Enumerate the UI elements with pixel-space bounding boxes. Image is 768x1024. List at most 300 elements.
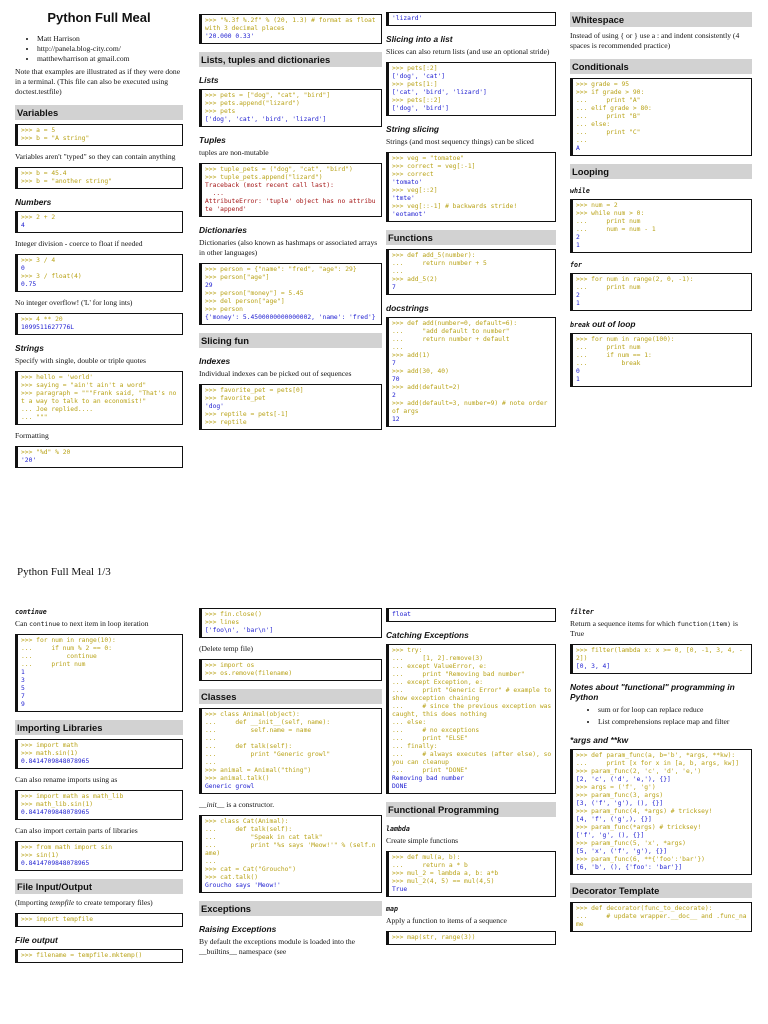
file-io-text-pre: (Importing [15,898,50,907]
code-line: >>> del person["age"] [205,298,285,305]
code-line: 0.8414709848078965 [21,809,90,816]
code-line: >>> cat = Cat("Groucho") [205,866,296,873]
code-block [570,333,752,387]
section-classes: Classes [199,689,382,704]
code-line: ... continue [21,653,97,660]
code-block [15,313,183,335]
continue-text [15,619,183,629]
raising-text: By default the exceptions module is loaded into the __builtins__ namespace (see [199,937,356,956]
code-line: [5, 'x', ('f', 'g'), {}] [576,848,667,855]
code-line: >>> animal = Animal("thing") [205,767,312,774]
filter-function-item: function(item) [677,620,731,628]
numbers-text: No integer overflow! ('L' for long ints) [15,298,133,307]
code-line: >>> add_5(2) [392,276,438,283]
code-line: 12 [392,416,400,423]
code-line: ... print num [576,218,641,225]
code-line: 70 [392,376,400,383]
code-line: 'lizard' [392,15,423,22]
code-line: ... print "ELSE" [392,735,468,742]
code-block [199,89,382,127]
code-line: 2 [576,292,580,299]
code-line: ... [205,735,217,742]
importing-text: Can also rename imports using as [15,775,118,784]
break-keyword: break [570,321,590,329]
code-line: >>> favorite_pet [205,395,266,402]
code-line: 9 [21,701,25,708]
section-while: while [570,187,590,195]
code-line: ... return number + default [392,336,510,343]
code-line: >>> os.remove(filename) [205,670,293,677]
section-file-output: File output [15,935,58,945]
code-line: '20.000 0.33' [205,33,255,40]
code-line: Groucho says 'Meow!' [205,882,281,889]
code-block [570,78,752,156]
init-text [199,800,382,810]
author-list [37,34,183,64]
section-catching-exceptions: Catching Exceptions [386,630,469,640]
code-line: >>> while num > 0: [576,210,645,217]
init-description: is a constructor. [224,800,275,809]
code-line: [6, 'b', (), {'foo': 'bar'}] [576,864,683,871]
code-line: >>> sin(1) [21,852,59,859]
code-line: 5 [21,685,25,692]
section-numbers: Numbers [15,197,52,207]
file-io-text [15,898,183,908]
code-line: ... """ [21,414,48,421]
code-line: ... print num [576,344,641,351]
code-block [15,949,183,963]
code-line: >>> pets.append("lizard") [205,100,300,107]
code-line: ... self.name = name [205,727,312,734]
code-line: >>> "%d" % 20 [21,449,71,456]
code-line: >>> grade = 95 [576,81,630,88]
code-line: ['dog', 'cat', 'bird', 'lizard'] [205,116,327,123]
code-line: ... elif grade > 80: [576,105,652,112]
page2-column-4 [570,598,752,938]
code-block [386,931,556,945]
code-line: 1 [576,242,580,249]
code-line: >>> math.sin(1) [21,750,78,757]
code-line: 1 [576,300,580,307]
section-decorator-template: Decorator Template [570,883,752,898]
continue-text-pre: Can [15,619,30,628]
code-line: >>> pets[1:] [392,81,438,88]
code-line: >>> 2 + 2 [21,214,56,221]
code-line: 1099511627776L [21,324,75,331]
code-line: >>> def decorator(func_to_decorate): [576,905,713,912]
code-line: '20' [21,457,37,464]
code-line: >>> cat.talk() [205,874,259,881]
code-block [15,211,183,233]
code-line: >>> add(30, 40) [392,368,449,375]
strings-text: Specify with single, double or triple quotes [15,356,146,365]
code-line: >>> add(default=2) [392,384,461,391]
code-line: 1 [21,669,25,676]
code-line: >>> b = 45.4 [21,170,67,177]
code-line: Traceback (most recent call last): [205,182,334,189]
code-line: ... Joe replied.... [21,406,94,413]
variables-text: Variables aren't "typed" so they can contain anything [15,152,176,161]
code-line: ['dog', 'bird'] [392,105,449,112]
code-line: A [576,145,580,152]
code-line: >>> from math import sin [21,844,112,851]
code-line: 0.75 [21,281,37,288]
code-line: True [392,886,408,893]
code-line: >>> filename = tempfile.mktemp() [21,952,143,959]
code-line: Removing bad number [392,775,465,782]
code-block [199,384,382,430]
code-line: >>> try: [392,647,423,654]
code-line: >>> reptile = pets[-1] [205,411,289,418]
string-slicing-text: Strings (and most sequency things) can be sliced [386,137,534,146]
code-line: >>> "%.3f %.2f" % (20, 1.3) # format as float with 3 decimal places [205,17,380,32]
code-line: >>> 3 / float(4) [21,273,82,280]
code-line: ... print "Removing bad number" [392,671,525,678]
code-block [15,167,183,189]
code-line: >>> for num in range(10): [21,637,116,644]
code-line: >>> import os [205,662,255,669]
section-importing-libraries: Importing Libraries [15,720,183,735]
code-line: >>> tuple_pets.append("lizard") [205,174,323,181]
code-line: >>> lines [205,619,240,626]
slicing-list-text: Slices can also return lists (and use an optional stride) [386,47,550,56]
code-line: 2 [576,234,580,241]
code-line: ... print "DONE" [392,767,468,774]
section-variables: Variables [15,105,183,120]
page1-column-3 [386,0,556,433]
code-block [199,263,382,325]
tuples-text: tuples are non-mutable [199,148,269,157]
section-indexes: Indexes [199,356,231,366]
code-line: >>> for num in range(2, 0, -1): [576,276,694,283]
code-line: >>> param_func(4, *args) # tricksey! [576,808,713,815]
code-line: >>> def mul(a, b): [392,854,461,861]
section-looping: Looping [570,164,752,179]
code-block [199,815,382,893]
strings-text: Formatting [15,431,49,440]
code-line: >>> person["age"] [205,274,270,281]
code-line: >>> reptile [205,419,247,426]
code-line: ... print "B" [576,113,641,120]
section-docstrings: docstrings [386,303,429,313]
code-line: >>> pets = ["dog", "cat", "bird"] [205,92,331,99]
code-line: ... else: [392,719,427,726]
section-continue: continue [15,608,47,616]
code-line: ... print "Generic Error" # example to show exception chaining [392,687,556,702]
code-line: ... print [x for x in [a, b, args, kw]] [576,760,740,767]
section-whitespace: Whitespace [570,12,752,27]
page1-column-4 [570,0,752,393]
code-line: ... [205,759,217,766]
code-line: >>> pets[::2] [392,97,442,104]
continue-text-post: to next item in loop iteration [59,619,149,628]
file-io-text-post: to create temporary files) [74,898,153,907]
section-conditionals: Conditionals [570,59,752,74]
code-line: ... [1, 2].remove(3) [392,655,483,662]
code-line: 29 [205,282,213,289]
section-map: map [386,905,398,913]
code-line: >>> person [205,306,243,313]
code-block [15,124,183,146]
code-block [199,608,382,638]
dictionaries-text: Dictionaries (also known as hashmaps or associated arrays in other languages) [199,238,378,257]
init-name: __init__ [199,800,225,809]
code-block [570,273,752,311]
code-line: >>> paragraph = """Frank said, "That's not a way to talk to an economist!" [21,390,177,405]
code-line: >>> import math [21,742,78,749]
page2-column-1 [15,598,183,969]
code-line: 'eotamot' [392,211,427,218]
code-line: 7 [392,284,396,291]
code-block [386,12,556,26]
numbers-text: Integer division - coerce to float if needed [15,239,143,248]
code-block [570,902,752,932]
section-break-out-of-loop [570,319,752,329]
page-2 [0,598,768,1024]
code-line: ... except ValueError, e: [392,663,487,670]
filter-text [570,619,752,639]
code-block [386,152,556,222]
list-item: • List comprehensions replace map and filter [598,717,752,727]
continue-keyword: continue [29,620,60,628]
code-line: 2 [392,392,396,399]
code-block [15,446,183,468]
intro-text: Note that examples are illustrated as if they were done in a terminal. (This file can also be executed using doctest.testfile) [15,67,181,96]
code-line: >>> veg[::2] [392,187,438,194]
section-filter: filter [570,608,594,616]
code-line: ... # update wrapper.__doc__ and .func_name [576,913,747,928]
page2-column-2 [199,598,382,962]
section-lambda: lambda [386,825,410,833]
page1-column-1 [15,0,183,474]
document-title: Python Full Meal [47,10,151,25]
code-block [386,608,556,622]
filter-text-post: is True [570,619,738,638]
delete-temp-text: (Delete temp file) [199,644,253,653]
code-line: 'dog' [205,403,224,410]
code-line: >>> import math as math_lib [21,793,124,800]
code-block [199,708,382,794]
code-line: >>> class Cat(Animal): [205,818,289,825]
code-line: ... [205,190,224,197]
code-line: ... print num [21,661,86,668]
tempfile-name: tempfile [49,898,75,907]
code-line: {'money': 5.4500000000000002, 'name': 'fred'} [205,314,376,321]
code-line: ... "add default to number" [392,328,510,335]
code-line: >>> def param_func(a, b='b', *args, **kw): [576,752,736,759]
code-line: >>> 4 ** 20 [21,316,63,323]
indexes-text: Individual indexes can be picked out of sequences [199,369,352,378]
code-block [386,317,556,427]
code-line: >>> param_func(6, **{'foo':'bar'}) [576,856,705,863]
code-line: >>> def add_5(number): [392,252,476,259]
code-line: [3, ('f', 'g'), (), {}] [576,800,664,807]
code-block [386,62,556,116]
code-line: >>> tuple_pets = ("dog", "cat", "bird") [205,166,353,173]
author-name: • Matt Harrison [37,34,183,44]
whitespace-text: Instead of using { or } use a : and indent consistently (4 spaces is recommended practice) [570,31,740,50]
code-line: ... else: [576,121,611,128]
section-dictionaries: Dictionaries [199,225,247,235]
code-line: >>> add(1) [392,352,430,359]
code-line: DONE [392,783,408,790]
page1-column-2 [199,0,382,436]
code-line: 4 [21,222,25,229]
code-line: >>> person["money"] = 5.45 [205,290,304,297]
code-block [15,739,183,769]
code-line: >>> veg = "tomatoe" [392,155,465,162]
code-line: >>> import tempfile [21,916,94,923]
section-functional-programming: Functional Programming [386,802,556,817]
code-block [15,634,183,712]
code-line: >>> map(str, range(3)) [392,934,476,941]
code-line: >>> param_func(2, 'c', 'd', 'e,') [576,768,702,775]
page-footer: Python Full Meal 1/3 [17,566,111,578]
code-line: >>> param_func(3, args) [576,792,664,799]
code-line: ... # always executes (after else), so you can cleanup [392,751,556,766]
code-line: [0, 3, 4] [576,663,611,670]
code-line: ... [205,858,217,865]
section-lists-tuples-dicts: Lists, tuples and dictionaries [199,52,382,67]
code-line: >>> a = 5 [21,127,56,134]
code-line: ... print num [576,284,641,291]
code-line: >>> b = "another string" [21,178,112,185]
code-block [386,851,556,897]
code-line: 0 [576,368,580,375]
code-line: 3 [21,677,25,684]
code-block [15,913,183,927]
map-text: Apply a function to items of a sequence [386,916,507,925]
list-item: • sum or for loop can replace reduce [598,705,752,715]
importing-text: Can also import certain parts of libraries [15,826,138,835]
section-exceptions: Exceptions [199,901,382,916]
section-for: for [570,261,582,269]
code-line: 0.8414709848078965 [21,758,90,765]
code-block [386,249,556,295]
code-line: >>> args = ('f', 'g') [576,784,656,791]
code-block [15,371,183,425]
filter-text-pre: Return a sequence items for which [570,619,678,628]
code-block [570,749,752,875]
section-raising-exceptions: Raising Exceptions [199,924,277,934]
code-line: ... finally: [392,743,438,750]
code-line: ... if num % 2 == 0: [21,645,112,652]
functional-notes-list [598,705,752,727]
code-block [199,163,382,217]
code-line: >>> hello = 'world' [21,374,94,381]
section-tuples: Tuples [199,135,226,145]
code-line: ... return a * b [392,862,468,869]
code-line: ... except Exception, e: [392,679,483,686]
lambda-text: Create simple functions [386,836,459,845]
code-line: >>> 3 / 4 [21,257,56,264]
code-line: >>> filter(lambda x: x >= 0, [0, -1, 3, 4, -2]) [576,647,743,662]
code-line: >>> param_func(*args) # tricksey! [576,824,702,831]
code-line: >>> class Animal(object): [205,711,300,718]
code-line: ... print "%s says 'Meow!'" % (self.name) [205,842,376,857]
author-blog-link[interactable]: • http://panela.blog-city.com/ [37,44,183,54]
code-line: ... return number + 5 [392,260,487,267]
code-line: >>> for num in range(100): [576,336,675,343]
code-line: >>> person = {"name": "fred", "age": 29} [205,266,357,273]
code-line: ... print "A" [576,97,641,104]
section-string-slicing: String slicing [386,124,440,134]
code-line: >>> mul_2 = lambda a, b: a*b [392,870,499,877]
code-line: ... if num == 1: [576,352,652,359]
code-line: ['f', 'g', (), {}] [576,832,645,839]
code-line: >>> animal.talk() [205,775,270,782]
code-block [570,644,752,674]
section-functional-notes: Notes about "functional" programming in Python [570,682,735,702]
section-lists: Lists [199,75,219,85]
code-line: AttributeError: 'tuple' object has no attribute 'append' [205,198,376,213]
code-line: ['cat', 'bird', 'lizard'] [392,89,487,96]
code-line: >>> param_func(5, 'x', *args) [576,840,686,847]
code-line: ... def __init__(self, name): [205,719,331,726]
code-block [570,199,752,253]
code-line: ... num = num - 1 [576,226,656,233]
code-line: 'tmte' [392,195,415,202]
code-line: ... # no exceptions [392,727,480,734]
code-line: Generic growl [205,783,255,790]
code-line: ['foo\n', 'bar\n'] [205,627,274,634]
code-line: >>> favorite_pet = pets[0] [205,387,304,394]
code-line: >>> b = "A string" [21,135,90,142]
code-line: float [392,611,411,618]
break-heading-rest: out of loop [589,319,636,329]
section-slicing-fun: Slicing fun [199,333,382,348]
code-line: >>> correct [392,171,434,178]
code-block [386,644,556,794]
code-line: [4, 'f', ('g',), {}] [576,816,652,823]
code-block [15,790,183,820]
code-line: >>> correct = veg[:-1] [392,163,476,170]
code-line: >>> pets [205,108,236,115]
code-line: >>> if grade > 90: [576,89,645,96]
code-line: >>> math_lib.sin(1) [21,801,94,808]
author-email: • matthewharrison at gmail.com [37,54,183,64]
section-functions: Functions [386,230,556,245]
code-line: >>> saying = "ain't ain't a word" [21,382,147,389]
code-line: >>> mul_2(4, 5) == mul(4,5) [392,878,495,885]
code-line: ... "Speak in cat talk" [205,834,323,841]
code-line: >>> fin.close() [205,611,262,618]
code-line: 7 [392,360,396,367]
code-block [15,254,183,292]
code-line: ... print "Generic growl" [205,751,331,758]
code-line: ... # since the previous exception was caught, this does nothing [392,703,556,718]
code-line: ... [576,137,588,144]
code-line: >>> veg[::-1] # backwards stride! [392,203,518,210]
code-line: >>> add(default=3, number=9) # note order of args [392,400,552,415]
code-block [15,841,183,871]
code-line: ... break [576,360,641,367]
code-line: 7 [21,693,25,700]
page2-column-3 [386,598,556,951]
code-line: ... def talk(self): [205,743,293,750]
code-block [199,14,382,44]
section-file-io: File Input/Output [15,879,183,894]
code-line: ... [392,344,404,351]
code-line: >>> pets[:2] [392,65,438,72]
code-line: ... [392,268,404,275]
code-line: ['dog', 'cat'] [392,73,446,80]
code-line: 1 [576,376,580,383]
section-slicing-list: Slicing into a list [386,34,453,44]
code-line: >>> num = 2 [576,202,618,209]
code-block [199,659,382,681]
section-args-kw: *args and **kw [570,735,629,745]
